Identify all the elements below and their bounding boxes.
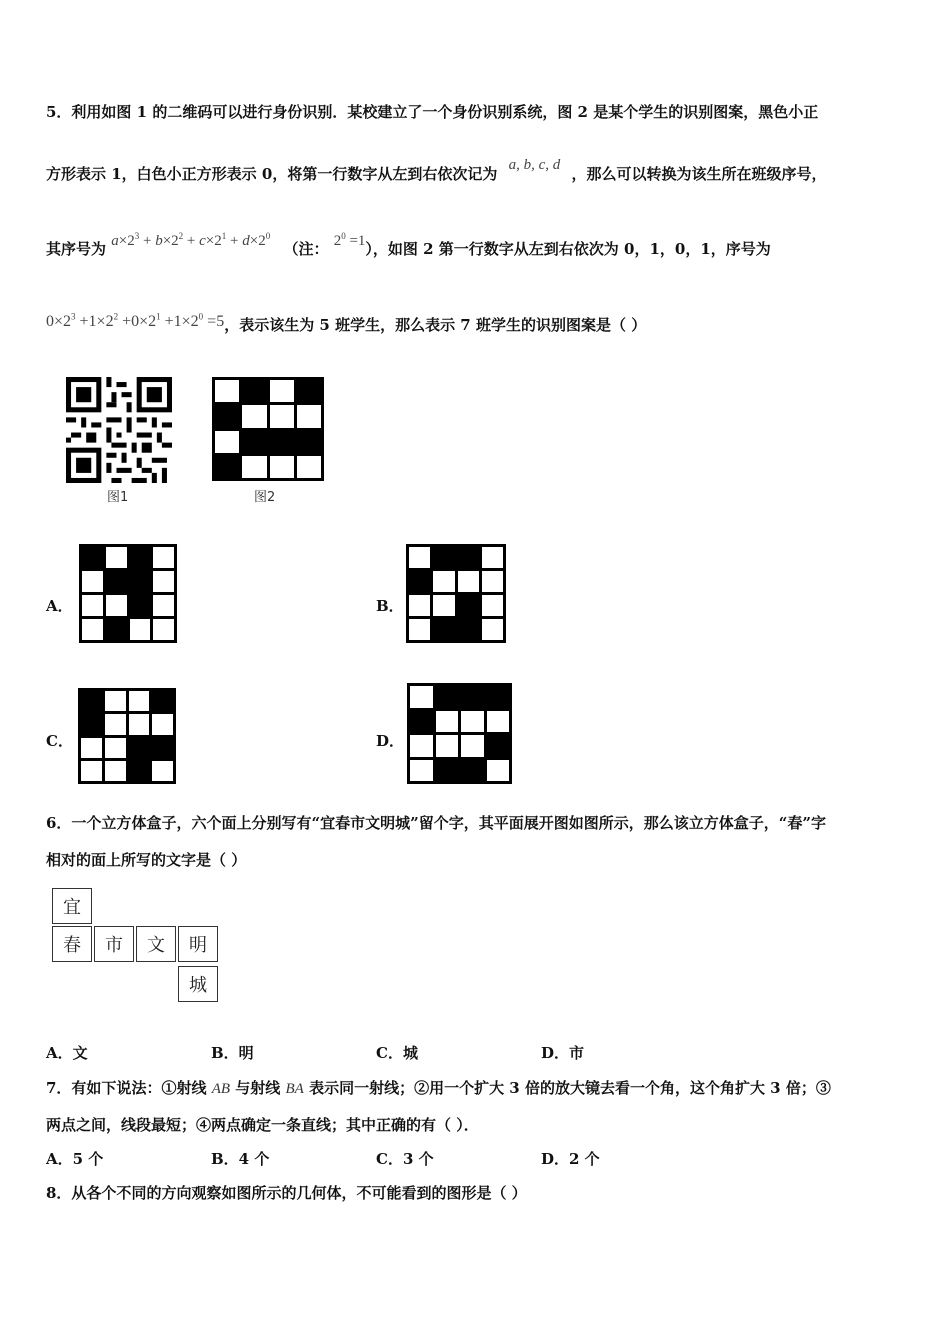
q7-line1-mid: 与射线: [235, 1079, 281, 1097]
grid-cell: [152, 714, 173, 734]
grid-cell: [410, 686, 433, 708]
q7-option-d[interactable]: D．2 个: [541, 1150, 600, 1168]
q6-option-c[interactable]: C．城: [376, 1044, 418, 1062]
grid-cell: [433, 595, 454, 616]
grid-cell: [458, 571, 479, 592]
q5-line2-pre: 方形表示 1，白色小正方形表示 0，将第一行数字从左到右依次记为: [46, 165, 498, 183]
grid-cell: [153, 619, 174, 640]
grid-cell: [81, 714, 102, 734]
grid-cell: [487, 735, 510, 757]
grid-cell: [482, 619, 503, 640]
net-cell-cheng: 城: [178, 966, 218, 1002]
grid-cell: [461, 735, 484, 757]
q5-option-c-label: C．: [46, 732, 73, 750]
q5-line4: [46, 311, 647, 335]
grid-cell: [105, 714, 126, 734]
q5-line1: 5．利用如图 1 的二维码可以进行身份识别．某校建立了一个身份识别系统，图 2 是某个学生的识别图案，黑色小正: [46, 103, 819, 121]
q7-line1-pre: 7．有如下说法：①射线: [46, 1079, 207, 1097]
q5-line2: [46, 157, 827, 184]
q5-option-a-grid[interactable]: [79, 544, 177, 643]
grid-cell: [409, 619, 430, 640]
grid-cell: [410, 735, 433, 757]
grid-cell: [106, 547, 127, 568]
q5-line3: [46, 231, 771, 259]
q6-option-b[interactable]: B．明: [211, 1044, 254, 1062]
grid-cell: [270, 431, 294, 453]
fig2-grid: [212, 377, 324, 481]
grid-cell: [487, 711, 510, 733]
grid-cell: [242, 456, 266, 478]
grid-cell: [410, 760, 433, 782]
grid-cell: [461, 760, 484, 782]
grid-cell: [215, 405, 239, 427]
q5-option-b-label: B．: [376, 597, 404, 615]
grid-cell: [458, 619, 479, 640]
grid-cell: [409, 571, 430, 592]
grid-cell: [242, 405, 266, 427]
q7-ray-ab: AB: [211, 1081, 231, 1097]
grid-cell: [82, 547, 103, 568]
grid-cell: [215, 456, 239, 478]
cube-net-figure: [52, 888, 222, 1006]
grid-cell: [242, 380, 266, 402]
q6-line2: 相对的面上所写的文字是（ ）: [46, 851, 247, 869]
q5-option-d-label: D．: [376, 732, 405, 750]
grid-cell: [152, 761, 173, 781]
grid-cell: [482, 547, 503, 568]
grid-cell: [410, 711, 433, 733]
grid-cell: [153, 571, 174, 592]
q5-line2-post: ，那么可以转换为该生所在班级序号，: [571, 165, 827, 183]
q5-note-pre: （注：: [283, 240, 329, 258]
grid-cell: [297, 380, 321, 402]
net-cell-shi: 市: [94, 926, 134, 962]
grid-cell: [458, 547, 479, 568]
grid-cell: [270, 405, 294, 427]
grid-cell: [129, 714, 150, 734]
q5-vars: a, b, c, d: [508, 157, 561, 173]
grid-cell: [152, 738, 173, 758]
grid-cell: [461, 711, 484, 733]
grid-cell: [482, 571, 503, 592]
grid-cell: [482, 595, 503, 616]
q5-option-b-grid[interactable]: [406, 544, 506, 643]
grid-cell: [106, 619, 127, 640]
grid-cell: [436, 711, 459, 733]
q6-line1: 6．一个立方体盒子，六个面上分别写有“宜春市文明城”留个字，其平面展开图如图所示，那么该立方体盒子，“春”字: [46, 814, 826, 832]
q7-option-a[interactable]: A．5 个: [46, 1150, 104, 1168]
grid-cell: [297, 405, 321, 427]
q7-option-b[interactable]: B．4 个: [211, 1150, 270, 1168]
grid-cell: [409, 547, 430, 568]
q7-line1: [46, 1077, 831, 1098]
grid-cell: [487, 686, 510, 708]
q5-line4-post: ，表示该生为 5 班学生，那么表示 7 班学生的识别图案是（ ）: [224, 316, 647, 334]
qr-code-figure: [66, 377, 172, 483]
grid-cell: [106, 571, 127, 592]
q5-note-post: ），如图 2 第一行数字从左到右依次为 0，1，0，1，序号为: [365, 240, 771, 258]
grid-cell: [130, 619, 151, 640]
net-cell-wen: 文: [136, 926, 176, 962]
q5-option-d-grid[interactable]: [407, 683, 512, 784]
grid-cell: [105, 691, 126, 711]
net-cell-chun: 春: [52, 926, 92, 962]
grid-cell: [130, 595, 151, 616]
grid-cell: [82, 571, 103, 592]
grid-cell: [153, 595, 174, 616]
grid-cell: [436, 735, 459, 757]
grid-cell: [106, 595, 127, 616]
grid-cell: [458, 595, 479, 616]
fig2-label: 图2: [254, 490, 276, 505]
grid-cell: [129, 761, 150, 781]
grid-cell: [129, 691, 150, 711]
q5-line3-pre: 其序号为: [46, 240, 107, 258]
net-cell-ming: 明: [178, 926, 218, 962]
grid-cell: [436, 760, 459, 782]
grid-cell: [270, 380, 294, 402]
grid-cell: [215, 431, 239, 453]
grid-cell: [433, 571, 454, 592]
grid-cell: [461, 686, 484, 708]
grid-cell: [297, 431, 321, 453]
grid-cell: [81, 691, 102, 711]
q7-ray-ba: BA: [285, 1081, 304, 1097]
grid-cell: [105, 738, 126, 758]
grid-cell: [81, 738, 102, 758]
q7-line2: 两点之间，线段最短；④两点确定一条直线；其中正确的有（ ）．: [46, 1116, 479, 1134]
q7-option-c[interactable]: C．3 个: [376, 1150, 434, 1168]
grid-cell: [130, 571, 151, 592]
grid-cell: [433, 619, 454, 640]
q5-example-formula: $0\times 2^3 +1\times 2^2 +0\times 2^1 +1\times 2^0 =5$: [46, 311, 225, 330]
grid-cell: [130, 547, 151, 568]
grid-cell: [105, 761, 126, 781]
grid-cell: [242, 431, 266, 453]
grid-cell: [270, 456, 294, 478]
q6-option-a[interactable]: A．文: [46, 1044, 88, 1062]
grid-cell: [487, 760, 510, 782]
q7-line1-post: 表示同一射线；②用一个扩大 3 倍的放大镜去看一个角，这个角扩大 3 倍；③: [309, 1079, 831, 1097]
grid-cell: [153, 547, 174, 568]
q5-option-c-grid[interactable]: [78, 688, 176, 784]
grid-cell: [436, 686, 459, 708]
q8-line1: 8．从各个不同的方向观察如图所示的几何体，不可能看到的图形是（ ）: [46, 1184, 527, 1202]
q5-option-a-label: A．: [46, 597, 73, 615]
q5-formula: $a\times 2^3 + b\times 2^2 + c\times 2^1 + d\times 2^0$: [111, 231, 271, 249]
grid-cell: [152, 691, 173, 711]
grid-cell: [433, 547, 454, 568]
grid-cell: [81, 761, 102, 781]
q5-note-formula: $2^0 =1$: [333, 231, 366, 249]
grid-cell: [297, 456, 321, 478]
q6-option-d[interactable]: D．市: [541, 1044, 585, 1062]
grid-cell: [82, 619, 103, 640]
net-cell-yi: 宜: [52, 888, 92, 924]
fig1-label: 图1: [107, 490, 129, 505]
grid-cell: [82, 595, 103, 616]
grid-cell: [215, 380, 239, 402]
grid-cell: [129, 738, 150, 758]
grid-cell: [409, 595, 430, 616]
